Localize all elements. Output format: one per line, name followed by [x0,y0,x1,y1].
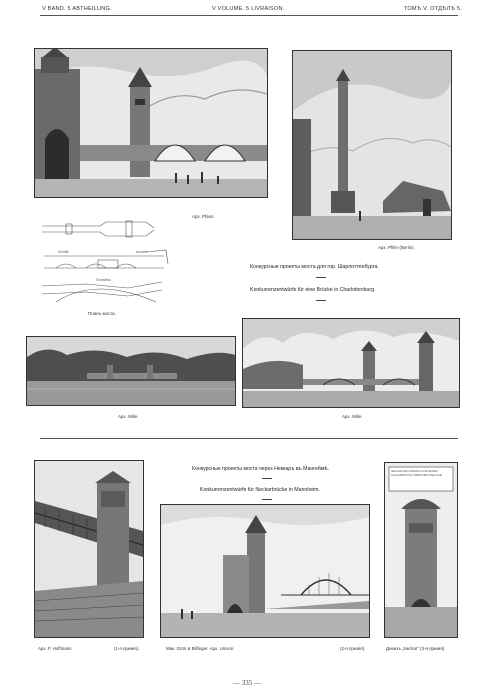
figure-poster-tower [384,462,458,638]
header-center: V VOLUME. 5 LIVRAISON. [212,6,285,12]
header-rule [40,15,458,16]
caption-fig2: Арх. Pfifer (Berlin). [378,245,415,250]
section-rule [40,438,458,439]
plan-label-grundriss: Grundriss [96,278,111,282]
caption-fig5-author: Арх. F. Hoffmann [38,646,72,651]
divider [316,300,326,301]
charlottenburg-title-de: Konkurrenzentwürfe für eine Brücke in Charlottenburg. [250,287,376,293]
divider [316,277,326,278]
figure-bridge-pier [34,460,144,638]
caption-fig7: Девизъ „Neckar“ (3-я премія). [386,646,446,651]
figure-column-monument [292,50,452,240]
charlottenburg-title-ru: Конкурсные проекты моста для гор. Шарлоттенбурга. [250,264,379,270]
mannheim-title-de: Konkurrenzentwürfe für Neckarbrücke in Mannheim. [200,487,320,493]
figure-bridge-landscape [26,336,236,406]
caption-fig6-place: (2-я премія). [340,646,366,651]
caption-fig1: Арх. Pfann. [192,214,215,219]
poster-text: NEUHAUSE ANFANG FÜR EINER HOCHBRÜCKE ÜBER DEN NECKAR [391,469,443,477]
bridge-plan [36,216,172,308]
divider [262,478,272,479]
caption-fig4: Арх. Wille. [342,414,363,419]
plan-label-ansicht: Ansicht [136,250,148,254]
caption-fig3: Арх. Wille. [118,414,139,419]
caption-fig5-place: (1-я премія). [114,646,140,651]
plan-label-schnitt: Schnitt [58,250,69,254]
caption-fig6-author: Мак. Grün & Bilfinger. Арх. Unison. [166,646,235,651]
caption-plan: Планъ моста. [88,311,116,316]
figure-gate-towers [34,48,268,198]
header-left: V BAND. 5 ABTHEILUNG. [42,6,112,12]
figure-tower-bridge [160,504,370,638]
mannheim-title-ru: Конкурсные проекты моста через Неккаръ въ Мангеймѣ. [192,466,330,472]
divider [262,499,272,500]
figure-bridge-towers [242,318,460,408]
page-number: — 335 — [233,679,261,687]
header-right: ТОМЪ V. ОТДЪЛЪ 5. [404,6,462,12]
